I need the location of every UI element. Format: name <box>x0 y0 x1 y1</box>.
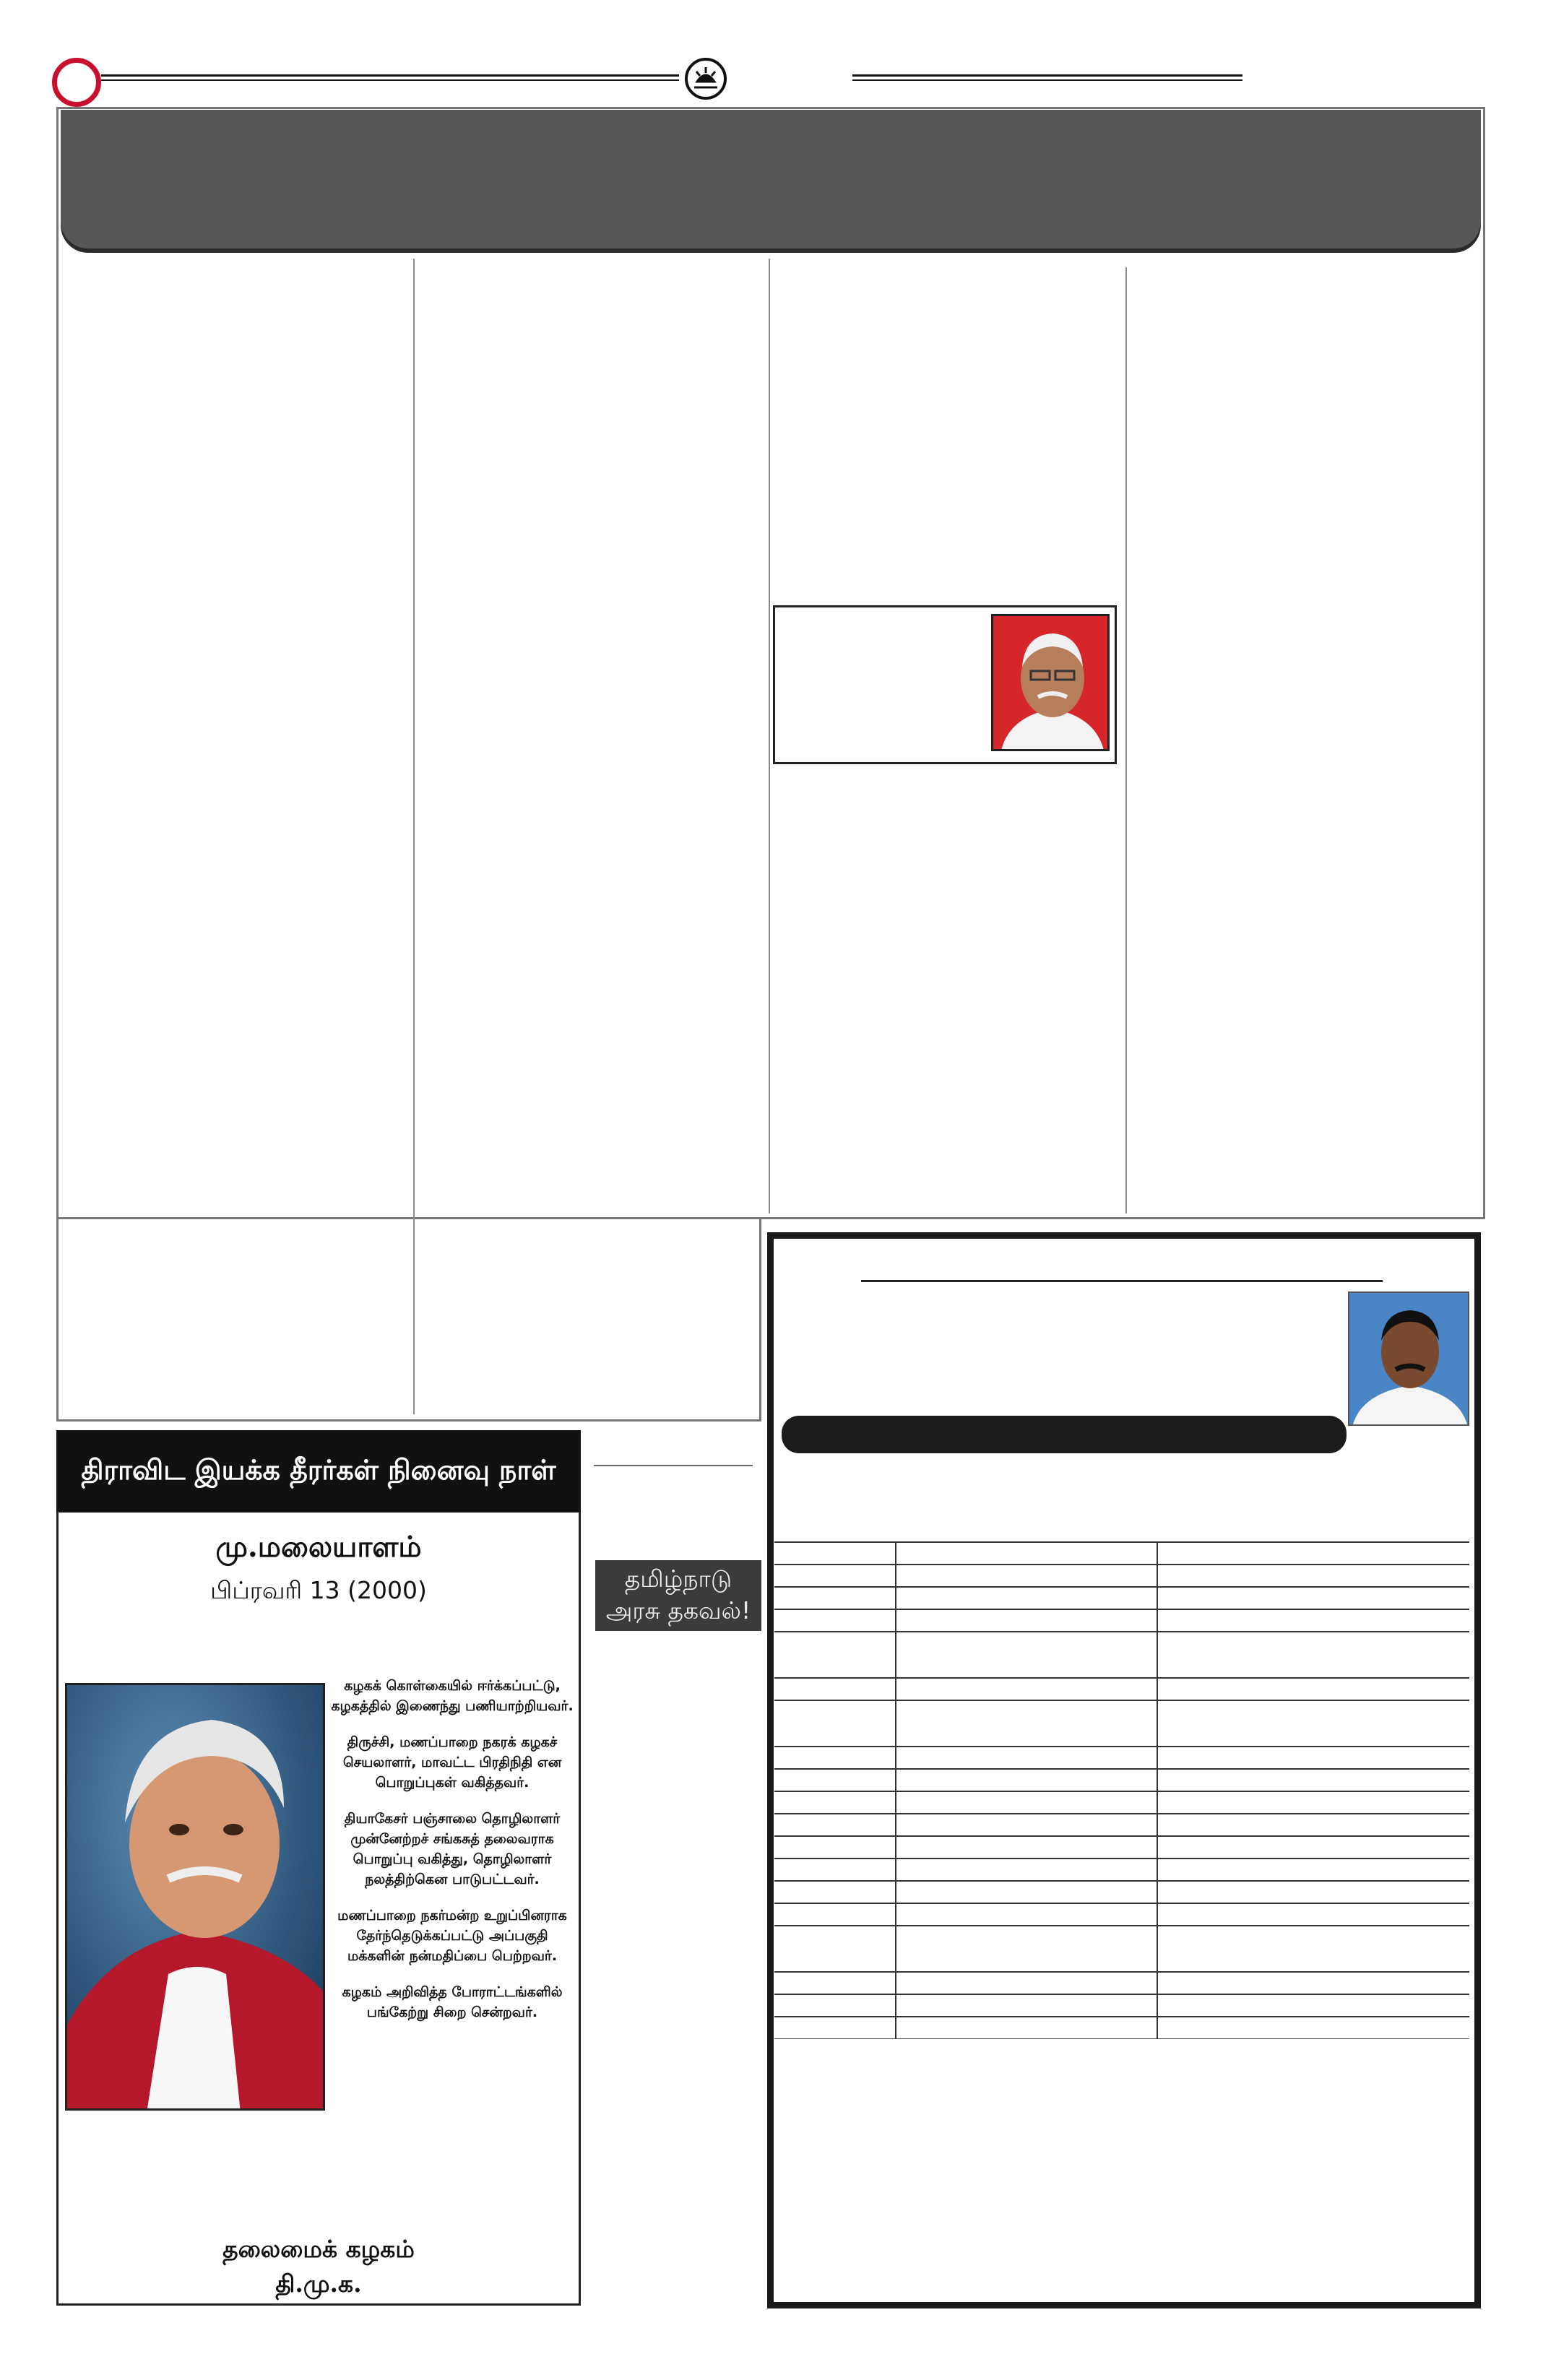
main-article-frame <box>56 107 1485 1219</box>
column-divider <box>1125 267 1127 1213</box>
tag-rule <box>594 1465 753 1466</box>
table-row <box>774 1903 1469 1926</box>
table-row <box>774 1700 1469 1747</box>
biography-paragraph: கழகக் கொள்கையில் ஈர்க்கப்பட்டு, கழகத்தில் இணைந்து பணியாற்றியவர். <box>331 1678 574 1714</box>
table-row <box>774 1769 1469 1791</box>
biography-paragraph: தியாகேசர் பஞ்சாலை தொழிலாளர் முன்னேற்றச் சங்கசுத் தலைவராக பொறுப்பு வகித்து, தொழிலாளர் நலத்திற்கென பாடுபட்டவர். <box>344 1811 561 1887</box>
tamilnadu-govt-info-tag <box>595 1560 761 1631</box>
table-row <box>774 1881 1469 1903</box>
table-row <box>774 1814 1469 1836</box>
footer-line-1: தலைமைக் கழகம் <box>222 2235 415 2263</box>
table-row <box>774 1587 1469 1609</box>
headline-banner <box>61 110 1481 248</box>
table-row <box>774 1565 1469 1587</box>
tag-line-1: தமிழ்நாடு <box>624 1565 732 1593</box>
biography-paragraph: திருச்சி, மணப்பாறை நகரக் கழகச் செயலாளர், மாவட்ட பிரதிநிதி என பொறுப்புகள் வகித்தவர். <box>342 1734 562 1791</box>
table-row <box>774 1609 1469 1632</box>
page-marker-circle <box>52 58 101 107</box>
masthead-rule-left <box>101 74 679 81</box>
table-row <box>774 2017 1469 2039</box>
table-row <box>774 1972 1469 1994</box>
table-row <box>774 1542 1469 1565</box>
memorial-footer <box>56 2232 581 2301</box>
info-box-title-bar <box>782 1416 1347 1453</box>
table-row <box>774 1858 1469 1881</box>
column-divider <box>769 259 770 1213</box>
table-row <box>774 1747 1469 1769</box>
table-row <box>774 1836 1469 1858</box>
memorial-biography <box>329 1676 575 2038</box>
table-row <box>774 1791 1469 1814</box>
portrait-photo <box>991 614 1110 751</box>
memorial-date: பிப்ரவரி 13 (2000) <box>210 1576 427 1604</box>
table-row <box>774 1994 1469 2017</box>
table-row <box>774 1632 1469 1678</box>
table-row <box>774 1926 1469 1972</box>
table-row <box>774 1678 1469 1700</box>
biography-paragraph: மணப்பாறை நகர்மன்ற உறுப்பினராக தேர்ந்தெடுக்கப்பட்டு அப்பகுதி மக்களின் நன்மதிப்பை பெற்றவர். <box>337 1908 567 1964</box>
portrait-photo <box>1348 1291 1469 1426</box>
memorial-name: மு.மலையாளம் <box>215 1530 422 1564</box>
footer-line-2: தி.மு.க. <box>275 2269 362 2298</box>
memorial-portrait-photo <box>65 1683 325 2111</box>
tag-line-2: அரசு தகவல்! <box>605 1596 751 1624</box>
main-article-frame-lower <box>56 1218 761 1421</box>
data-table <box>774 1541 1469 2039</box>
masthead-rule-right <box>852 74 1242 81</box>
info-box-rule <box>861 1280 1383 1282</box>
rising-sun-emblem-icon <box>685 58 727 100</box>
biography-paragraph: கழகம் அறிவித்த போராட்டங்களில் பங்கேற்று சிறை சென்றவர். <box>342 1984 563 2020</box>
memorial-header: திராவிட இயக்க தீரர்கள் நினைவு நாள் <box>56 1430 581 1513</box>
column-divider <box>413 259 415 1414</box>
